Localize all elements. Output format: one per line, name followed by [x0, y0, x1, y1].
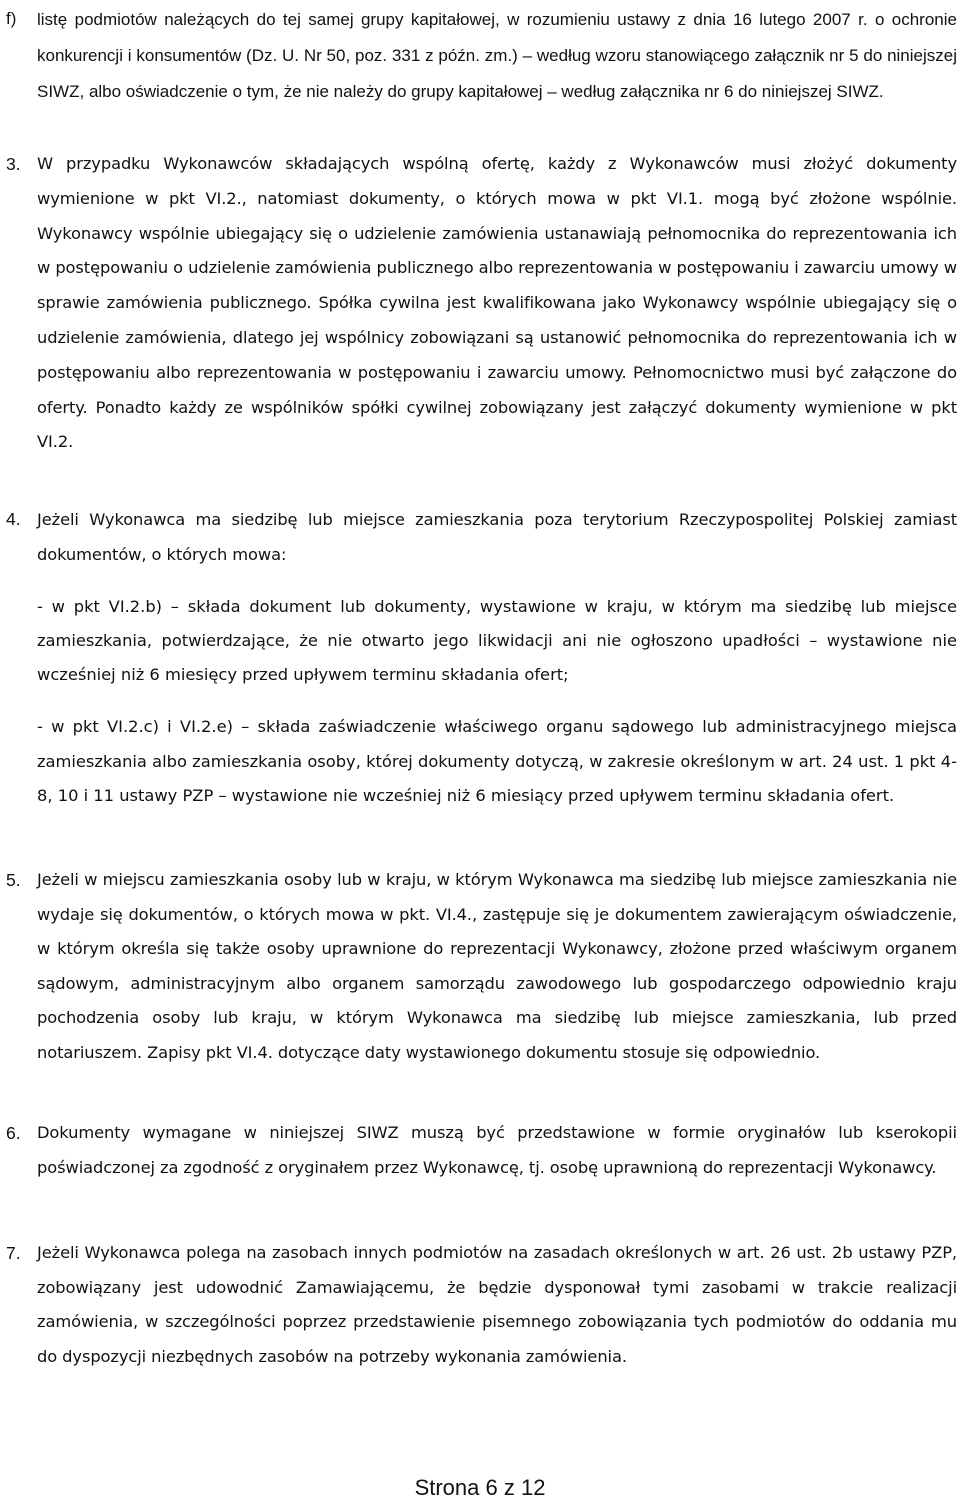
list-marker: 6.: [6, 1123, 21, 1143]
list-marker: 4.: [6, 509, 21, 529]
paragraph-text: W przypadku Wykonawców składających wspólną ofertę, każdy z Wykonawców musi złożyć dokumenty wymienione w pkt VI.2., natomiast dokumenty, o których mowa w pkt VI.1. mogą być złożone wspólnie. Wykonawcy wspólnie ubiegający się o udzielenie zamówienia ustanawiają pełnomocnika do reprezentowania ich w postępowaniu o udzielenie zamówienia publicznego albo reprezentowania w postępowaniu i zawarciu umowy w sprawie zamówienia publicznego. Spółka cywilna jest kwalifikowana jako Wykonawcy wspólnie ubiegający się o udzielenie zamówienia, dlatego jej wspólnicy zobowiązani są ustanowić pełnomocnika do reprezentowania ich w postępowaniu albo reprezentowania w postępowaniu i zawarciu umowy. Pełnomocnictwo musi być załączone do oferty. Ponadto każdy ze wspólników spółki cywilnej zobowiązany jest załączyć dokumenty wymienione w pkt VI.2.: [37, 154, 957, 452]
sub-item-2: - w pkt VI.2.c) i VI.2.e) – składa zaświadczenie właściwego organu sądowego lub administracyjnego miejsca zamieszkania albo zamieszkania osoby, której dokumenty dotyczą, w zakresie określonym w art. 24 ust. 1 pkt 4-8, 10 i 11 ustawy PZP – wystawione nie wcześniej niż 6 miesiący przed upływem terminu składania ofert.: [37, 717, 957, 805]
list-marker: 7.: [6, 1243, 21, 1263]
paragraph-text: Dokumenty wymagane w niniejszej SIWZ muszą być przedstawione w formie oryginałów lub kserokopii poświadczonej za zgodność z oryginałem przez Wykonawcę, tj. osobę uprawnioną do reprezentacji Wykonawcy.: [37, 1123, 957, 1177]
list-marker: 5.: [6, 870, 21, 890]
paragraph-text: Jeżeli Wykonawca ma siedzibę lub miejsce zamieszkania poza terytorium Rzeczypospolitej Polskiej zamiast dokumentów, o których mowa:: [37, 510, 957, 564]
list-marker: f): [6, 9, 17, 28]
page-number-footer: Strona 6 z 12: [414, 1475, 546, 1500]
paragraph-text: listę podmiotów należących do tej samej grupy kapitałowej, w rozumieniu ustawy z dnia 16 lutego 2007 r. o ochronie konkurencji i konsumentów (Dz. U. Nr 50, poz. 331 z późn. zm.) – według wzoru stanowiącego załącznik nr 5 do niniejszej SIWZ, albo oświadczenie o tym, że nie należy do grupy kapitałowej – według załącznika nr 6 do niniejszej SIWZ.: [37, 10, 957, 101]
sub-item-1: - w pkt VI.2.b) – składa dokument lub dokumenty, wystawione w kraju, w którym ma siedzibę lub miejsce zamieszkania, potwierdzające, że nie otwarto jego likwidacji ani nie ogłoszono upadłości – wystawione nie wcześniej niż 6 miesięcy przed upływem terminu składania ofert;: [37, 597, 957, 684]
list-marker: 3.: [6, 154, 21, 174]
paragraph-text: Jeżeli Wykonawca polega na zasobach innych podmiotów na zasadach określonych w art. 26 ust. 2b ustawy PZP, zobowiązany jest udowodnić Zamawiającemu, że będzie dysponował tymi zasobami w trakcie realizacji zamówienia, w szczególności poprzez przedstawienie pisemnego zobowiązania tych podmiotów do oddania mu do dyspozycji niezbędnych zasobów na potrzeby wykonania zamówienia.: [37, 1243, 957, 1366]
paragraph-text: Jeżeli w miejscu zamieszkania osoby lub w kraju, w którym Wykonawca ma siedzibę lub miejsce zamieszkania nie wydaje się dokumentów, o których mowa w pkt. VI.4., zastępuje się je dokumentem zawierającym oświadczenie, w którym określa się także osoby uprawnione do reprezentacji Wykonawcy, złożone przed właściwym organem sądowym, administracyjnym albo organem samorządu zawodowego lub gospodarczego odpowiednio kraju pochodzenia osoby lub kraju, w którym Wykonawca ma siedzibę lub miejsce zamieszkania, lub przed notariuszem. Zapisy pkt VI.4. dotyczące daty wystawionego dokumentu stosuje się odpowiednio.: [37, 870, 957, 1062]
